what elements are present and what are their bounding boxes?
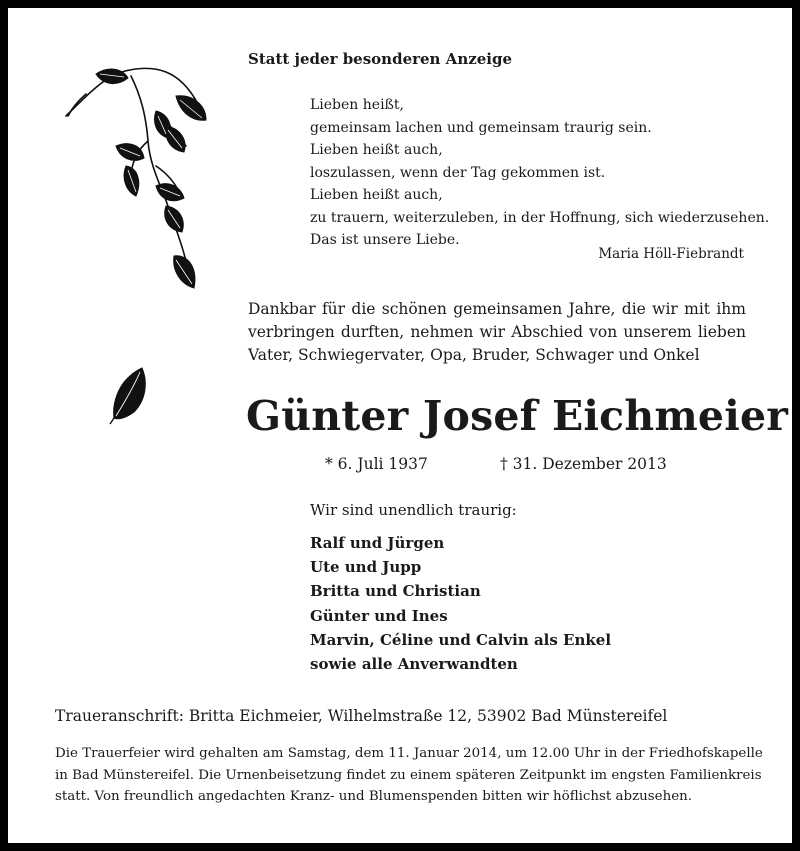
mourner-name: Britta und Christian [310, 582, 481, 601]
intro-line: Dankbar für die schönen gemeinsamen Jahre, die wir mit ihm [248, 300, 746, 318]
mourner-name: sowie alle Anverwandten [310, 655, 518, 674]
poem-author: Maria Höll-Fiebrandt [598, 246, 744, 262]
notice-line: Die Trauerfeier wird gehalten am Samstag, dem 11. Januar 2014, um 12.00 Uhr in der Friedhofskapelle [55, 746, 763, 761]
poem-line: zu trauern, weiterzuleben, in der Hoffnung, sich wiederzusehen. [310, 209, 770, 226]
mourners-list [310, 531, 611, 676]
poem-line: gemeinsam lachen und gemeinsam traurig sein. [310, 119, 652, 136]
intro-line: verbringen durften, nehmen wir Abschied von unserem lieben [248, 323, 746, 341]
death-date: † 31. Dezember 2013 [500, 455, 667, 473]
poem-line: Lieben heißt, [310, 97, 404, 113]
poem-line: Das ist unsere Liebe. [310, 232, 460, 248]
poem [310, 94, 769, 252]
mourner-name: Ralf und Jürgen [310, 534, 445, 552]
falling-leaf-icon [108, 364, 152, 426]
poem-line: Lieben heißt auch, [310, 142, 443, 158]
mourners-intro: Wir sind unendlich traurig: [310, 501, 517, 519]
notice-line: in Bad Münstereifel. Die Urnenbeisetzung findet zu einem späteren Zeitpunkt im engsten Familienkreis [55, 767, 762, 783]
poem-line: Lieben heißt auch, [310, 187, 443, 203]
mourner-name: Marvin, Céline und Calvin als Enkel [310, 630, 612, 649]
deceased-name: Günter Josef Eichmeier [246, 392, 789, 440]
birch-branch-icon [56, 56, 226, 306]
poem-line: loszulassen, wenn der Tag gekommen ist. [310, 164, 606, 181]
mourning-address: Traueranschrift: Britta Eichmeier, Wilhelmstraße 12, 53902 Bad Münstereifel [55, 707, 668, 725]
birth-date: * 6. Juli 1937 [325, 455, 428, 473]
mourner-name: Ute und Jupp [310, 558, 422, 577]
intro-line: Vater, Schwiegervater, Opa, Bruder, Schwager und Onkel [248, 346, 700, 364]
intro-text [248, 298, 746, 367]
funeral-notice [55, 743, 763, 808]
mourner-name: Günter und Ines [310, 606, 448, 625]
notice-line: statt. Von freundlich angedachten Kranz- und Blumenspenden bitten wir höflichst abzusehen. [55, 789, 693, 805]
heading: Statt jeder besonderen Anzeige [248, 50, 513, 68]
